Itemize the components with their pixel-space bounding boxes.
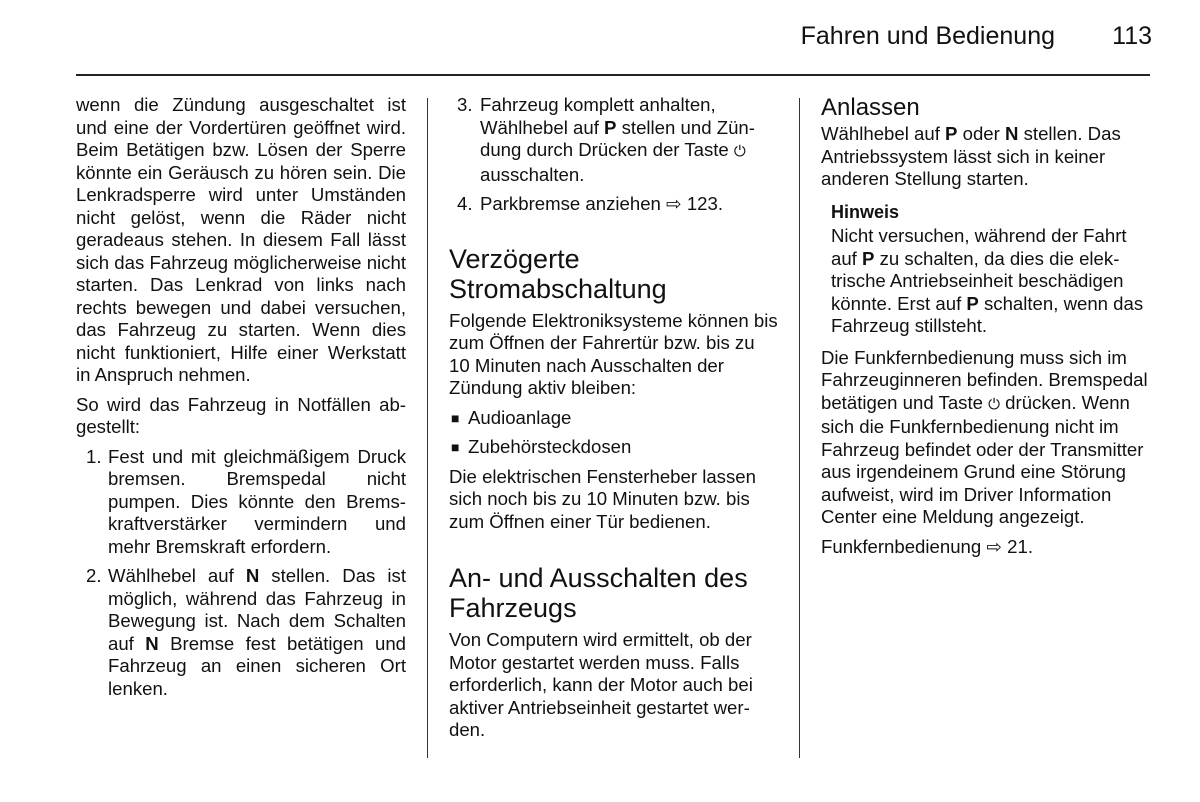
gear-letter: N [1005, 123, 1019, 144]
emergency-steps-list-continued [449, 94, 779, 216]
list-item [449, 407, 779, 430]
step-number: 3. [457, 94, 473, 115]
step-number: 2. [86, 565, 102, 586]
note-title: Hinweis [831, 201, 900, 222]
column-divider-1 [427, 98, 428, 758]
column-3 [821, 94, 1151, 565]
paragraph: So wird das Fahrzeug in Notfällen abgestellt: [76, 393, 406, 437]
page-header-title: Fahren und Bedienung [800, 22, 1055, 50]
page-reference[interactable]: 123. [686, 193, 724, 214]
note-text [831, 225, 1151, 338]
bullet-icon: ■ [451, 439, 460, 455]
step-text: stellen und Zündung durch Drücken der Taste [480, 116, 755, 160]
page-reference[interactable]: 21. [1007, 535, 1034, 557]
step-text: Fahrzeug komplett anhalten, Wählhebel auf [480, 94, 716, 138]
step-text: stellen. Das ist möglich, während das Fahrzeug in Bewegung ist. Nach dem Schalten auf [108, 565, 406, 654]
section-heading-starting: Anlassen [821, 94, 920, 121]
section-heading-vehicle-on-off: An- und Ausschalten des Fahrzeugs [449, 563, 748, 623]
bullet-text: Zubehörsteckdosen [468, 436, 632, 457]
power-icon: ⏻ [988, 395, 1001, 413]
paragraph: wenn die Zündung ausgeschaltet ist und eine der Vordertüren geöffnet wird. Beim Betätigen bzw. Lösen der Sperre könnte ein Geräusch zu hören sein. Die Lenkradsperre wird unter Umständen nicht gelöst, wenn die Räder nicht geradeaus stehen. In diesem Fall lässt sich das Fahrzeug möglicherweise nicht starten. Das Lenkrad von links nach rechts bewegen und dabei versuchen, das Fahrzeug zu starten. Wenn dies nicht funktioniert, Hilfe einer Werkstatt in Anspruch nehmen. [76, 94, 406, 385]
note-box [821, 201, 1151, 338]
page-reference-arrow-icon: ⇨ [986, 535, 1002, 557]
power-icon: ⏻ [733, 143, 746, 160]
step-text: Wählhebel auf [108, 565, 246, 586]
step-text: ausschalten. [480, 163, 585, 185]
column-2 [449, 94, 779, 749]
text-span: Die Funkfernbedienung muss sich im Fahrzeuginneren befinden. Bremspedal betätigen und Taste [821, 346, 1148, 413]
list-item [449, 436, 779, 459]
bullet-icon: ■ [451, 409, 460, 426]
paragraph: Folgende Elektroniksysteme können bis zum Öffnen der Fahrertür bzw. bis zu 10 Minuten nach Ausschalten der Zündung aktiv bleiben: [449, 309, 778, 398]
column-divider-2 [799, 98, 800, 758]
list-item [76, 565, 406, 700]
text-span: stellen. Das Antriebssystem lässt sich in keiner anderen Stellung starten. [821, 123, 1121, 189]
gear-letter: P [862, 247, 875, 269]
header-divider [76, 74, 1150, 76]
step-text: Fest und mit gleichmäßigem Druck bremsen. Bremspedal nicht pumpen. Dies könnte den Bremskraftverstärker vermindern und mehr Bremskraft erfordern. [108, 445, 406, 557]
paragraph [821, 347, 1151, 529]
emergency-steps-list [76, 446, 406, 701]
page-number: 113 [1112, 22, 1152, 50]
text-span: oder [957, 123, 1005, 144]
text-span: drücken. Wenn sich die Funkfernbedienung nicht im Fahrzeug befindet oder der Transmitter aus irgendeinem Grund eine Störung aufweist, wird im Driver Information Center eine Meldung angezeigt. [821, 391, 1144, 527]
gear-letter: N [245, 565, 260, 586]
bullet-list [449, 407, 779, 459]
text-span: Funkfernbedienung [821, 535, 987, 557]
paragraph: Die elektrischen Fensterheber lassen sich noch bis zu 10 Minuten bzw. bis zum Öffnen einer Tür bedienen. [449, 465, 756, 532]
step-number: 4. [457, 193, 473, 214]
text-span: Wählhebel auf [821, 123, 946, 144]
text-span: Nicht versuchen, während der Fahrt auf [831, 225, 1127, 269]
gear-letter: N [145, 632, 159, 654]
list-item [76, 446, 406, 559]
column-1 [76, 94, 406, 707]
bullet-text: Audioanlage [468, 406, 572, 428]
section-heading-delayed-power-off: Verzögerte Stromabschaltung [449, 243, 667, 304]
gear-letter: P [966, 292, 979, 314]
list-item [449, 193, 779, 216]
list-item [449, 94, 779, 186]
text-span: schalten, wenn das Fahrzeug stillsteht. [831, 292, 1144, 336]
page-reference-arrow-icon: ⇨ [666, 193, 682, 214]
paragraph [821, 123, 1151, 191]
paragraph [821, 536, 1151, 559]
paragraph: Von Computern wird ermittelt, ob der Motor gestartet werden muss. Falls erforderlich, kann der Motor auch bei aktiver Antriebseinheit gestartet werden. [449, 629, 753, 740]
step-number: 1. [86, 445, 102, 467]
step-text: Parkbremse anziehen [480, 193, 667, 214]
text-span: zu schalten, da dies die elektrische Antriebseinheit beschädigen könnte. Erst auf [831, 247, 1124, 314]
gear-letter: P [604, 116, 617, 138]
gear-letter: P [945, 123, 958, 144]
step-text: Bremse fest betätigen und Fahrzeug an einen sicheren Ort lenken. [108, 632, 406, 699]
